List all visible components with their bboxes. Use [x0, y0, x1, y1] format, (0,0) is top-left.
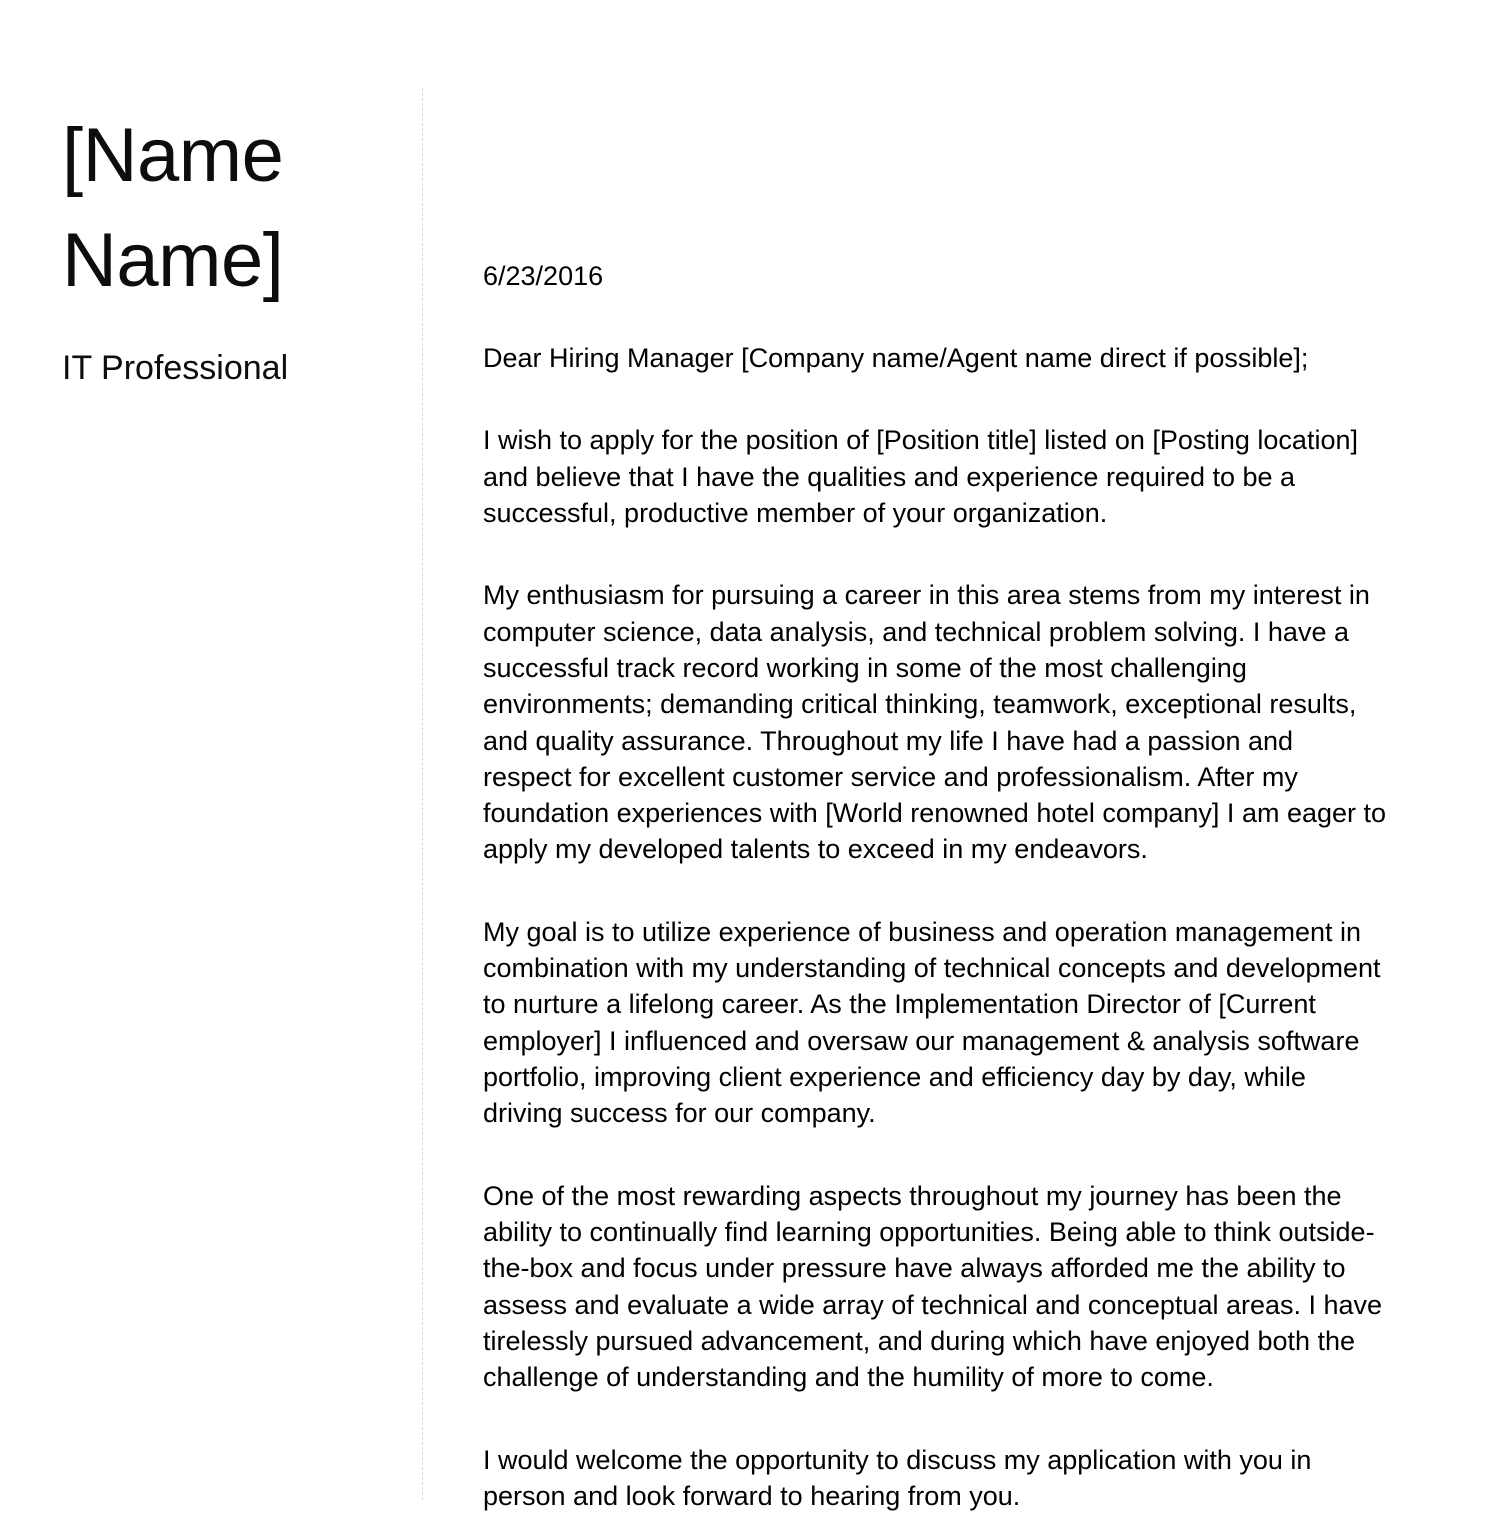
letter-paragraph-2: My enthusiasm for pursuing a career in this area stems from my interest in computer science, data analysis, and technical problem solving. I have a successful track record working in some of the most challenging environments; demanding critical thinking, teamwork, exceptional results, and quality assurance. Throughout my life I have had a passion and respect for excellent customer service and professionalism. After my foundation experiences with [World renowned hotel company] I am eager to apply my developed talents to exceed in my endeavors. — [483, 580, 1387, 865]
letterhead-header — [62, 104, 392, 389]
letter-salutation: Dear Hiring Manager [Company name/Agent name direct if possible]; — [483, 343, 1309, 374]
letter-paragraph-1: I wish to apply for the position of [Position title] listed on [Posting location] and believe that I have the qualities and experience required to be a successful, productive member of your organization. — [483, 425, 1358, 528]
letter-paragraph-5: I would welcome the opportunity to discuss my application with you in person and look forward to hearing from you. — [483, 1444, 1312, 1511]
vertical-divider — [422, 88, 423, 1500]
applicant-name: [Name Name] — [62, 113, 284, 303]
letter-paragraph-4: One of the most rewarding aspects throughout my journey has been the ability to continually find learning opportunities. Being able to think outside-the-box and focus under pressure have always afforded me the ability to assess and evaluate a wide array of technical and conceptual areas. I have tirelessly pursued advancement, and during which have enjoyed both the challenge of understanding and the humility of more to come. — [483, 1180, 1383, 1393]
letter-body — [483, 258, 1388, 1514]
letter-paragraph-3: My goal is to utilize experience of business and operation management in combination with my understanding of technical concepts and development to nurture a lifelong career. As the Implementation Director of [Current employer] I influenced and oversaw our management & analysis software portfolio, improving client experience and efficiency day by day, while driving success for our company. — [483, 916, 1381, 1129]
applicant-job-title: IT Professional — [62, 348, 289, 387]
letter-date: 6/23/2016 — [483, 261, 604, 291]
